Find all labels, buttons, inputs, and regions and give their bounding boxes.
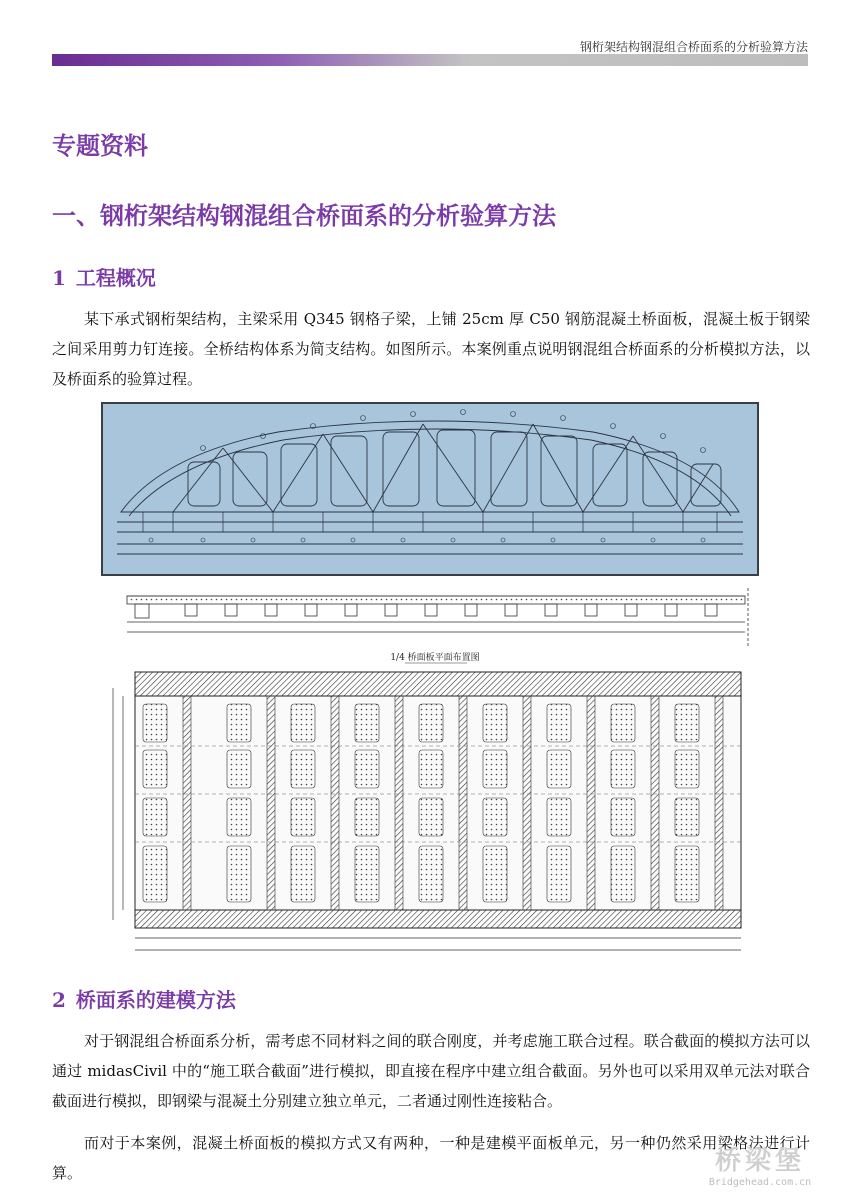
section-2-heading: 2 桥面系的建模方法: [52, 988, 236, 1012]
section-1-heading: 1 工程概况: [52, 266, 156, 290]
truss-elevation-figure: [101, 402, 759, 576]
running-header: 钢桁架结构钢混组合桥面系的分析验算方法: [579, 40, 808, 54]
section-1-paragraph: 某下承式钢桁架结构，主梁采用 Q345 钢格子梁，上铺 25cm 厚 C50 钢筋混凝土桥面板，混凝土板于钢梁之间采用剪力钉连接。全桥结构体系为简支结构。如图所示。本案例重点说明钢混组合桥面系的分析模拟方法，以及桥面系的验算过程。: [52, 310, 810, 388]
plan-caption: 1/4 桥面板平面布置图: [390, 653, 480, 663]
header-bar: [52, 54, 808, 66]
section-2-paragraph-1: 对于钢混组合桥面系分析，需考虑不同材料之间的联合刚度，并考虑施工联合过程。联合截面的模拟方法可以通过 midasCivil 中的“施工联合截面”进行模拟，即直接在程序中建立组合截面。另外也可以采用双单元法对联合截面进行模拟，即钢梁与混凝土分别建立独立单元，二者通过刚性连接粘合。: [52, 1032, 810, 1110]
deck-plan-figure: [105, 578, 765, 958]
section-label: 专题资料: [52, 132, 148, 160]
section-2-paragraph-2: 而对于本案例，混凝土桥面板的模拟方式又有两种，一种是建模平面板单元，另一种仍然采用梁格法进行计算。: [52, 1134, 810, 1182]
main-title: 一、钢桁架结构钢混组合桥面系的分析验算方法: [52, 202, 556, 230]
watermark-logo-text: 桥梁堡: [714, 1146, 805, 1176]
watermark: [700, 1140, 820, 1188]
watermark-url: Bridgehead.com.cn: [708, 1177, 812, 1188]
